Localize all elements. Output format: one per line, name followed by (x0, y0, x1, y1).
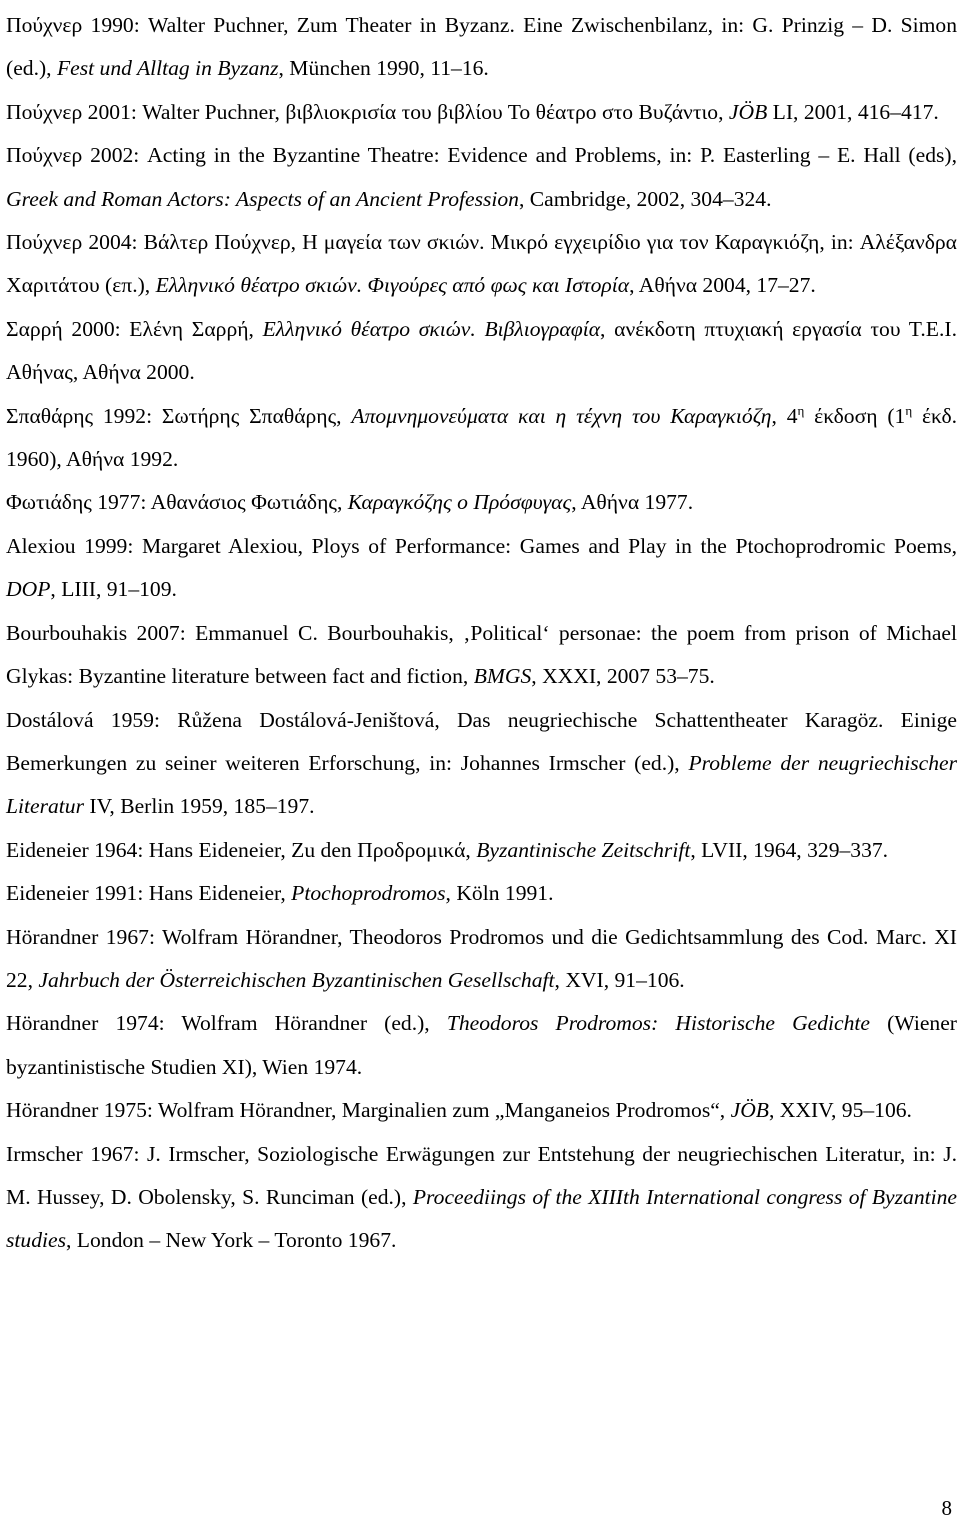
italic-title-text: BMGS (473, 664, 532, 689)
entry-text: Irmscher 1967: J. Irmscher, Soziologische Erwägungen zur Entstehung der neugriechischen Literatur, in: J. M. Hussey, D. Obolensky, S. Runciman (ed.), (6, 1141, 957, 1209)
entry-text: LI, 2001, 416–417. (767, 99, 939, 124)
superscript-text: η (797, 402, 805, 418)
bibliography-entry (6, 91, 957, 134)
bibliography-entry (6, 872, 957, 915)
entry-text: (Wiener byzantinistische Studien XI), Wien 1974. (6, 1011, 957, 1079)
bibliography-entry (6, 525, 957, 612)
italic-title-text: Proceediings of the XIIIth International congress of Byzantine studies (6, 1184, 957, 1253)
entry-text: έκδ. 1960), Αθήνα 1992. (6, 403, 958, 472)
italic-title-text: Καραγκόζης ο Πρόσφυγας (347, 490, 572, 515)
entry-text: Πούχνερ 2004: Βάλτερ Πούχνερ, Η μαγεία των σκιών. Μικρό εγχειρίδιο για τον Καραγκιόζη, in: Αλέξανδρα Χαριτάτου (επ.), (6, 230, 957, 298)
italic-title-text: JÖB (728, 99, 768, 124)
bibliography-entry (6, 699, 957, 829)
entry-text: Σαρρή 2000: Ελένη Σαρρή, (6, 316, 263, 341)
bibliography-entry (6, 134, 957, 221)
entry-text: Πούχνερ 2002: Acting in the Byzantine Theatre: Evidence and Problems, in: P. Easterling – E. Hall (eds), (6, 143, 957, 168)
italic-title-text: Απομνημονεύματα και η τέχνη του Καραγκιόζη (351, 403, 772, 428)
entry-text: , Αθήνα 2004, 17–27. (629, 273, 816, 298)
entry-text: Hörandner 1967: Wolfram Hörandner, Theodoros Prodromos und die Gedichtsammlung des Cod. Marc. XI 22, (6, 924, 957, 992)
italic-title-text: Theodoros Prodromos: Historische Gedichte (446, 1011, 871, 1036)
entry-text: , XXIV, 95–106. (768, 1098, 912, 1123)
entry-text: , München 1990, 11–16. (278, 56, 489, 81)
bibliography-entry (6, 612, 957, 699)
bibliography-entry (6, 395, 957, 482)
entry-text: Alexiou 1999: Margaret Alexiou, Ploys of Performance: Games and Play in the Ptochoprodromic Poems, (6, 533, 957, 558)
entry-text: Σπαθάρης 1992: Σωτήρης Σπαθάρης, (6, 403, 352, 428)
entry-text: IV, Berlin 1959, 185–197. (84, 794, 315, 819)
bibliography-entry (6, 829, 957, 872)
entry-text: έκδοση (1 (804, 403, 906, 428)
entry-text: , LVII, 1964, 329–337. (690, 837, 889, 862)
italic-title-text: Jahrbuch der Österreichischen Byzantinischen Gesellschaft (38, 967, 555, 992)
bibliography-entry (6, 221, 957, 308)
entry-text: Eideneier 1964: Hans Eideneier, Zu den Προδρομικά, (6, 837, 477, 862)
italic-title-text: Ελληνικό θέατρο σκιών. Βιβλιογραφία (262, 316, 601, 341)
italic-title-text: Ελληνικό θέατρο σκιών. Φιγούρες από φως και Ιστορία (155, 273, 630, 298)
bibliography-entry (6, 1002, 957, 1089)
entry-text: Πούχνερ 2001: Walter Puchner, βιβλιοκρισία του βιβλίου Το θέατρο στο Βυζάντιο, (6, 99, 729, 124)
entry-text: , XVI, 91–106. (554, 967, 685, 992)
entry-text: Hörandner 1974: Wolfram Hörandner (ed.), (6, 1011, 447, 1036)
page-number: 8 (941, 1496, 952, 1520)
entry-text: , Köln 1991. (445, 881, 554, 906)
entry-text: Πούχνερ 1990: Walter Puchner, Zum Theater in Byzanz. Eine Zwischenbilanz, in: G. Prinzig – D. Simon (ed.), (6, 13, 957, 81)
entry-text: , London – New York – Toronto 1967. (65, 1228, 397, 1253)
bibliography-entry (6, 4, 957, 91)
italic-title-text: Byzantinische Zeitschrift (476, 837, 691, 862)
bibliography-entry (6, 481, 957, 524)
entry-text: Hörandner 1975: Wolfram Hörandner, Marginalien zum „Manganeios Prodromos“, (6, 1098, 731, 1123)
italic-title-text: Probleme der neugriechischer Literatur (6, 750, 957, 819)
italic-title-text: JÖB (730, 1098, 769, 1123)
entry-text: , LIII, 91–109. (50, 577, 177, 602)
bibliography-entry (6, 1133, 957, 1263)
entry-text: Φωτιάδης 1977: Αθανάσιος Φωτιάδης, (6, 490, 348, 515)
entry-text: , Cambridge, 2002, 304–324. (518, 186, 772, 211)
entry-text: Bourbouhakis 2007: Emmanuel C. Bourbouhakis, ‚Political‘ personae: the poem from prison of Michael Glykas: Byzantine literature between fact and fiction, (6, 620, 957, 689)
bibliography-entry (6, 1089, 957, 1132)
italic-title-text: Greek and Roman Actors: Aspects of an Ancient Profession (6, 186, 519, 211)
bibliography-entry (6, 308, 957, 395)
entry-text: Dostálová 1959: Růžena Dostálová-Jeništová, Das neugriechische Schattentheater Karagöz. Einige Bemerkungen zu seiner weiteren Erforschung, in: Johannes Irmscher (ed.), (6, 707, 957, 775)
bibliography-list (6, 4, 957, 1263)
entry-text: , ανέκδοτη πτυχιακή εργασία του Τ.Ε.Ι. Αθήνας, Αθήνα 2000. (6, 316, 957, 385)
entry-text: , 4 (771, 403, 798, 428)
superscript-text: η (905, 402, 913, 418)
italic-title-text: Fest und Alltag in Byzanz (56, 56, 279, 81)
italic-title-text: DOP (6, 577, 51, 602)
entry-text: , XXXI, 2007 53–75. (531, 664, 715, 689)
entry-text: Eideneier 1991: Hans Eideneier, (6, 881, 292, 906)
bibliography-entry (6, 916, 957, 1003)
italic-title-text: Ptochoprodromos (291, 881, 446, 906)
entry-text: , Αθήνα 1977. (571, 490, 694, 515)
